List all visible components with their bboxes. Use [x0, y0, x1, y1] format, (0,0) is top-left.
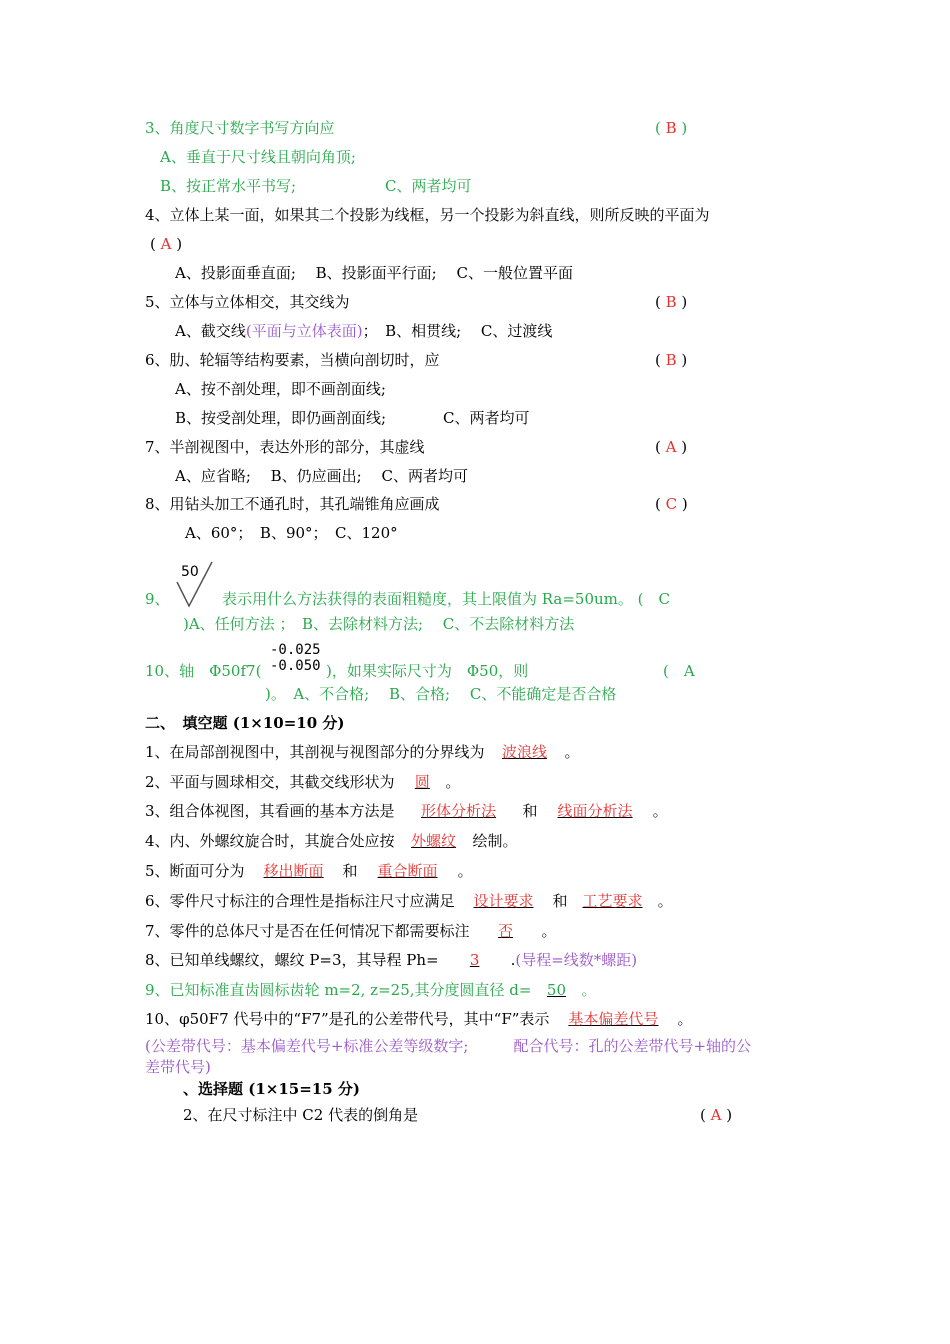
q5-answer: ( B ) [655, 293, 688, 311]
fill-note-line2: 差带代号) [145, 1058, 211, 1076]
fill-item-8-note: (导程=线数*螺距) [515, 951, 638, 969]
roughness-icon [174, 560, 224, 610]
q10-prefix: 10、轴 Φ50f7( [145, 662, 262, 680]
q7-answer: ( A ) [655, 438, 688, 456]
q9-number: 9、 [145, 590, 170, 608]
q9-options: )A、任何方法 ； B、去除材料方法; C、不去除材料方法 [183, 615, 575, 633]
q3-option-a: A、垂直于尺寸线且朝向角顶; [160, 148, 356, 166]
q6-option-a: A、按不剖处理，即不画剖面线; [175, 380, 386, 398]
fill-item-8: 8、已知单线螺纹，螺纹 P=3，其导程 Ph= 3 .(导程=线数*螺距) [145, 951, 638, 969]
fill-item-7: 7、零件的总体尺寸是否在任何情况下都需要标注 否 。 [145, 922, 557, 940]
q9-text: 表示用什么方法获得的表面粗糙度，其上限值为 Ra=50um。 ( C [222, 590, 670, 608]
fill-item-9: 9、已知标准直齿圆标齿轮 m=2, z=25,其分度圆直径 d= 50 。 [145, 981, 597, 999]
q6-option-c: C、两者均可 [443, 409, 530, 427]
q10-tol-upper: -0.025 [270, 642, 321, 658]
q3-option-b: B、按正常水平书写; [160, 177, 297, 195]
fill-item-4: 4、内、外螺纹旋合时，其旋合处应按 外螺纹 绘制。 [145, 832, 518, 850]
q10-options: )。 A、不合格; B、合格; C、不能确定是否合格 [265, 685, 617, 703]
fill-item-3: 3、组合体视图，其看画的基本方法是 形体分析法 和 线面分析法 。 [145, 802, 668, 820]
q10-answer: ( A [663, 662, 695, 680]
q5-options: A、截交线(平面与立体表面)； B、相贯线; C、过渡线 [175, 322, 553, 340]
fill-item-6: 6、零件尺寸标注的合理性是指标注尺寸应满足 设计要求 和 工艺要求 。 [145, 892, 673, 910]
q5-text: 5、立体与立体相交，其交线为 [145, 293, 350, 311]
section-fill-heading: 二、 填空题 (1×10=10 分) [145, 714, 345, 732]
section-choice2-heading: 、选择题 (1×15=15 分) [183, 1080, 360, 1098]
fill-item-5: 5、断面可分为 移出断面 和 重合断面 。 [145, 862, 473, 880]
choice2-q2-answer: ( A ) [700, 1106, 733, 1124]
q6-text: 6、肋、轮辐等结构要素，当横向剖切时，应 [145, 351, 440, 369]
roughness-symbol [174, 560, 224, 610]
q3-text: 3、角度尺寸数字书写方向应 [145, 119, 335, 137]
q4-answer: ( A ) [150, 235, 183, 253]
q4-options: A、投影面垂直面; B、投影面平行面; C、一般位置平面 [175, 264, 573, 282]
q8-answer: ( C ) [655, 495, 688, 513]
q8-text: 8、用钻头加工不通孔时，其孔端锥角应画成 [145, 495, 440, 513]
choice2-q2-text: 2、在尺寸标注中 C2 代表的倒角是 [183, 1106, 419, 1124]
q8-options: A、60°； B、90°； C、120° [185, 524, 398, 542]
q6-answer: ( B ) [655, 351, 688, 369]
q10-suffix: )，如果实际尺寸为 Φ50，则 [326, 662, 529, 680]
q7-text: 7、半剖视图中，表达外形的部分，其虚线 [145, 438, 425, 456]
q10-tol-lower: -0.050 [270, 658, 321, 674]
fill-item-2: 2、平面与圆球相交，其截交线形状为 圆 。 [145, 773, 461, 791]
q3-option-c: C、两者均可 [385, 177, 472, 195]
q4-text: 4、立体上某一面，如果其二个投影为线框，另一个投影为斜直线，则所反映的平面为 [145, 206, 710, 224]
fill-note-line1: (公差带代号：基本偏差代号+标准公差等级数字; 配合代号：孔的公差带代号+轴的公 [145, 1037, 752, 1055]
q7-options: A、应省略; B、仍应画出; C、两者均可 [175, 467, 468, 485]
roughness-value: 50 [181, 564, 199, 580]
q5-note: (平面与立体表面) [245, 322, 363, 340]
q3-answer: ( B ) [655, 119, 688, 137]
q6-option-b: B、按受剖处理，即仍画剖面线; [175, 409, 387, 427]
fill-item-1: 1、在局部剖视图中，其剖视与视图部分的分界线为 波浪线 。 [145, 743, 580, 761]
fill-item-10: 10、φ50F7 代号中的“F7”是孔的公差带代号，其中“F”表示 基本偏差代号 。 [145, 1010, 693, 1028]
